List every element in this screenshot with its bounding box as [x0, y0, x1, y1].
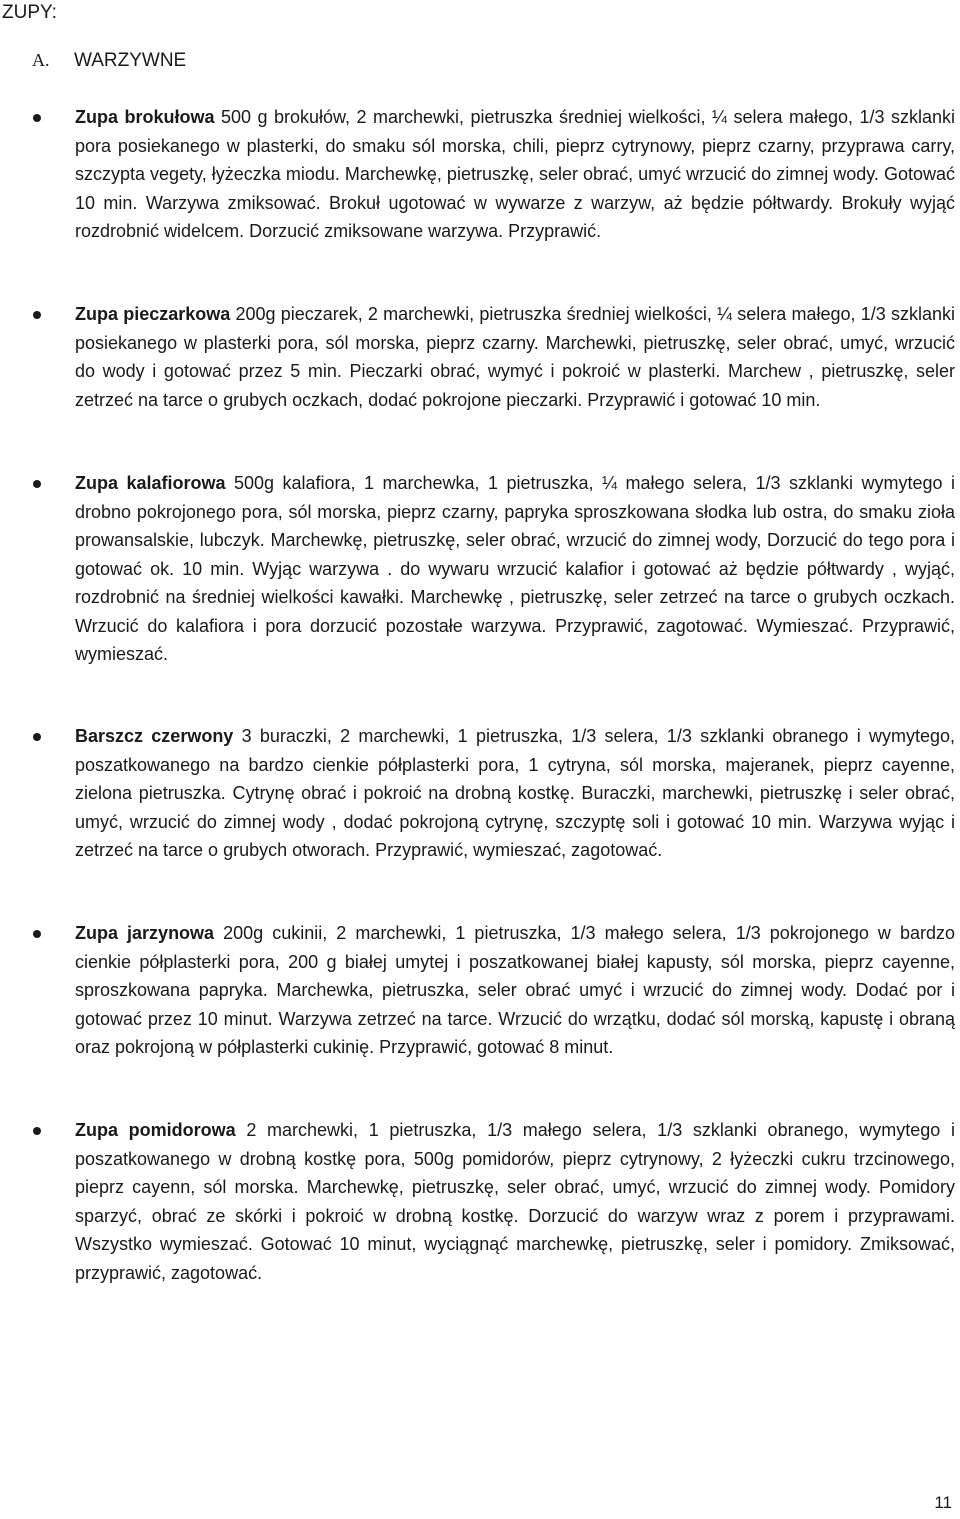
recipe-item	[75, 300, 955, 414]
section-title: WARZYWNE	[74, 50, 187, 71]
recipe-text: 3 buraczki, 2 marchewki, 1 pietruszka, 1/3 selera, 1/3 szklanki obranego i wymytego, poszatkowanego na bardzo cienkie półplasterki pora, 1 cytryna, sól morska, majeranek, pieprz cayenne, zielona pietruszka. Cytrynę obrać i pokroić na drobną kostkę. Buraczki, marchewki, pietruszkę i seler obrać, umyć, wrzucić do zimnej wody , dodać pokrojoną cytrynę, szczyptę soli i gotować 10 min. Warzywa wyjąc i zetrzeć na tarce o grubych otworach. Przyprawić, wymieszać, zagotować.	[75, 726, 955, 860]
recipe-text: 500g kalafiora, 1 marchewka, 1 pietruszka, ¼ małego selera, 1/3 szklanki wymytego i drobno pokrojonego pora, sól morska, pieprz czarny, papryka sproszkowana słodka lub ostra, do smaku zioła prowansalskie, lubczyk. Marchewkę, pietruszkę, seler obrać, wrzucić do zimnej wody, Dorzucić do tego pora i gotować ok. 10 min. Wyjąc warzywa . do wywaru wrzucić kalafior i gotować aż będzie półtwardy , wyjąć, rozdrobnić na średniej wielkości kawałki. Marchewkę , pietruszkę, seler zetrzeć na tarce o grubych oczkach. Wrzucić do kalafiora i pora dorzucić pozostałe warzywa. Przyprawić, zagotować. Wymieszać. Przyprawić, wymieszać.	[75, 473, 955, 664]
recipe-item	[75, 919, 955, 1062]
recipe-name: Zupa pomidorowa	[75, 1120, 236, 1140]
bullet-icon	[33, 733, 41, 741]
page-number: 11	[934, 1493, 952, 1512]
bullet-icon	[33, 930, 41, 938]
recipe-item	[75, 1116, 955, 1287]
recipe-item	[75, 103, 955, 246]
section-heading	[32, 48, 186, 73]
recipe-text: 200g pieczarek, 2 marchewki, pietruszka średniej wielkości, ¼ selera małego, 1/3 szklanki posiekanego w plasterki pora, sól morska, pieprz czarny. Marchewki, pietruszkę, seler obrać, umyć, wrzucić do wody i gotować przez 5 min. Pieczarki obrać, wymyć i pokroić w plasterki. Marchew , pietruszkę, seler zetrzeć na tarce o grubych oczkach, dodać pokrojone pieczarki. Przyprawić i gotować 10 min.	[75, 304, 955, 410]
recipe-text: 2 marchewki, 1 pietruszka, 1/3 małego selera, 1/3 szklanki obranego, wymytego i poszatkowanego w drobną kostkę pora, 500g pomidorów, pieprz cytrynowy, 2 łyżeczki cukru trzcinowego, pieprz cayenn, sól morska. Marchewkę, pietruszkę, seler obrać, umyć, wrzucić do zimnej wody. Pomidory sparzyć, obrać ze skórki i pokroić w drobną kostkę. Dorzucić do warzyw wraz z porem i przyprawami. Wszystko wymieszać. Gotować 10 minut, wyciągnąć marchewkę, pietruszkę, seler i pomidory. Zmiksować, przyprawić, zagotować.	[75, 1120, 955, 1283]
recipe-name: Barszcz czerwony	[75, 726, 234, 746]
recipe-name: Zupa kalafiorowa	[75, 473, 226, 493]
recipe-name: Zupa jarzynowa	[75, 923, 215, 943]
recipe-text: 500 g brokułów, 2 marchewki, pietruszka średniej wielkości, ¼ selera małego, 1/3 szklanki pora posiekanego w plasterki, do smaku sól morska, chili, pieprz cytrynowy, pieprz czarny, przyprawa carry, szczypta vegety, łyżeczka miodu. Marchewkę, pietruszkę, seler obrać, umyć wrzucić do zimnej wody. Gotować 10 min. Warzywa zmiksować. Brokuł ugotować w wywarze z warzyw, aż będzie półtwardy. Brokuły wyjąć rozdrobnić widelcem. Dorzucić zmiksowane warzywa. Przyprawić.	[75, 107, 955, 241]
recipe-name: Zupa pieczarkowa	[75, 304, 231, 324]
recipe-text: 200g cukinii, 2 marchewki, 1 pietruszka, 1/3 małego selera, 1/3 pokrojonego w bardzo cienkie półplasterki pora, 200 g białej umytej i poszatkowanej białej kapusty, sól morska, pieprz cayenne, sproszkowana papryka. Marchewka, pietruszka, seler obrać umyć i wrzucić do zimnej wody. Dodać por i gotować przez 10 minut. Warzywa zetrzeć na tarce. Wrzucić do wrzątku, dodać sól morską, kapustę i obraną oraz pokrojoną w półplasterki cukinię. Przyprawić, gotować 8 minut.	[75, 923, 955, 1057]
recipe-item	[75, 722, 955, 865]
bullet-icon	[33, 311, 41, 319]
bullet-icon	[33, 114, 41, 122]
recipe-name: Zupa brokułowa	[75, 107, 215, 127]
section-marker: A.	[32, 50, 50, 70]
recipe-item	[75, 469, 955, 669]
page-title: ZUPY:	[2, 2, 57, 23]
bullet-icon	[33, 480, 41, 488]
bullet-icon	[33, 1127, 41, 1135]
